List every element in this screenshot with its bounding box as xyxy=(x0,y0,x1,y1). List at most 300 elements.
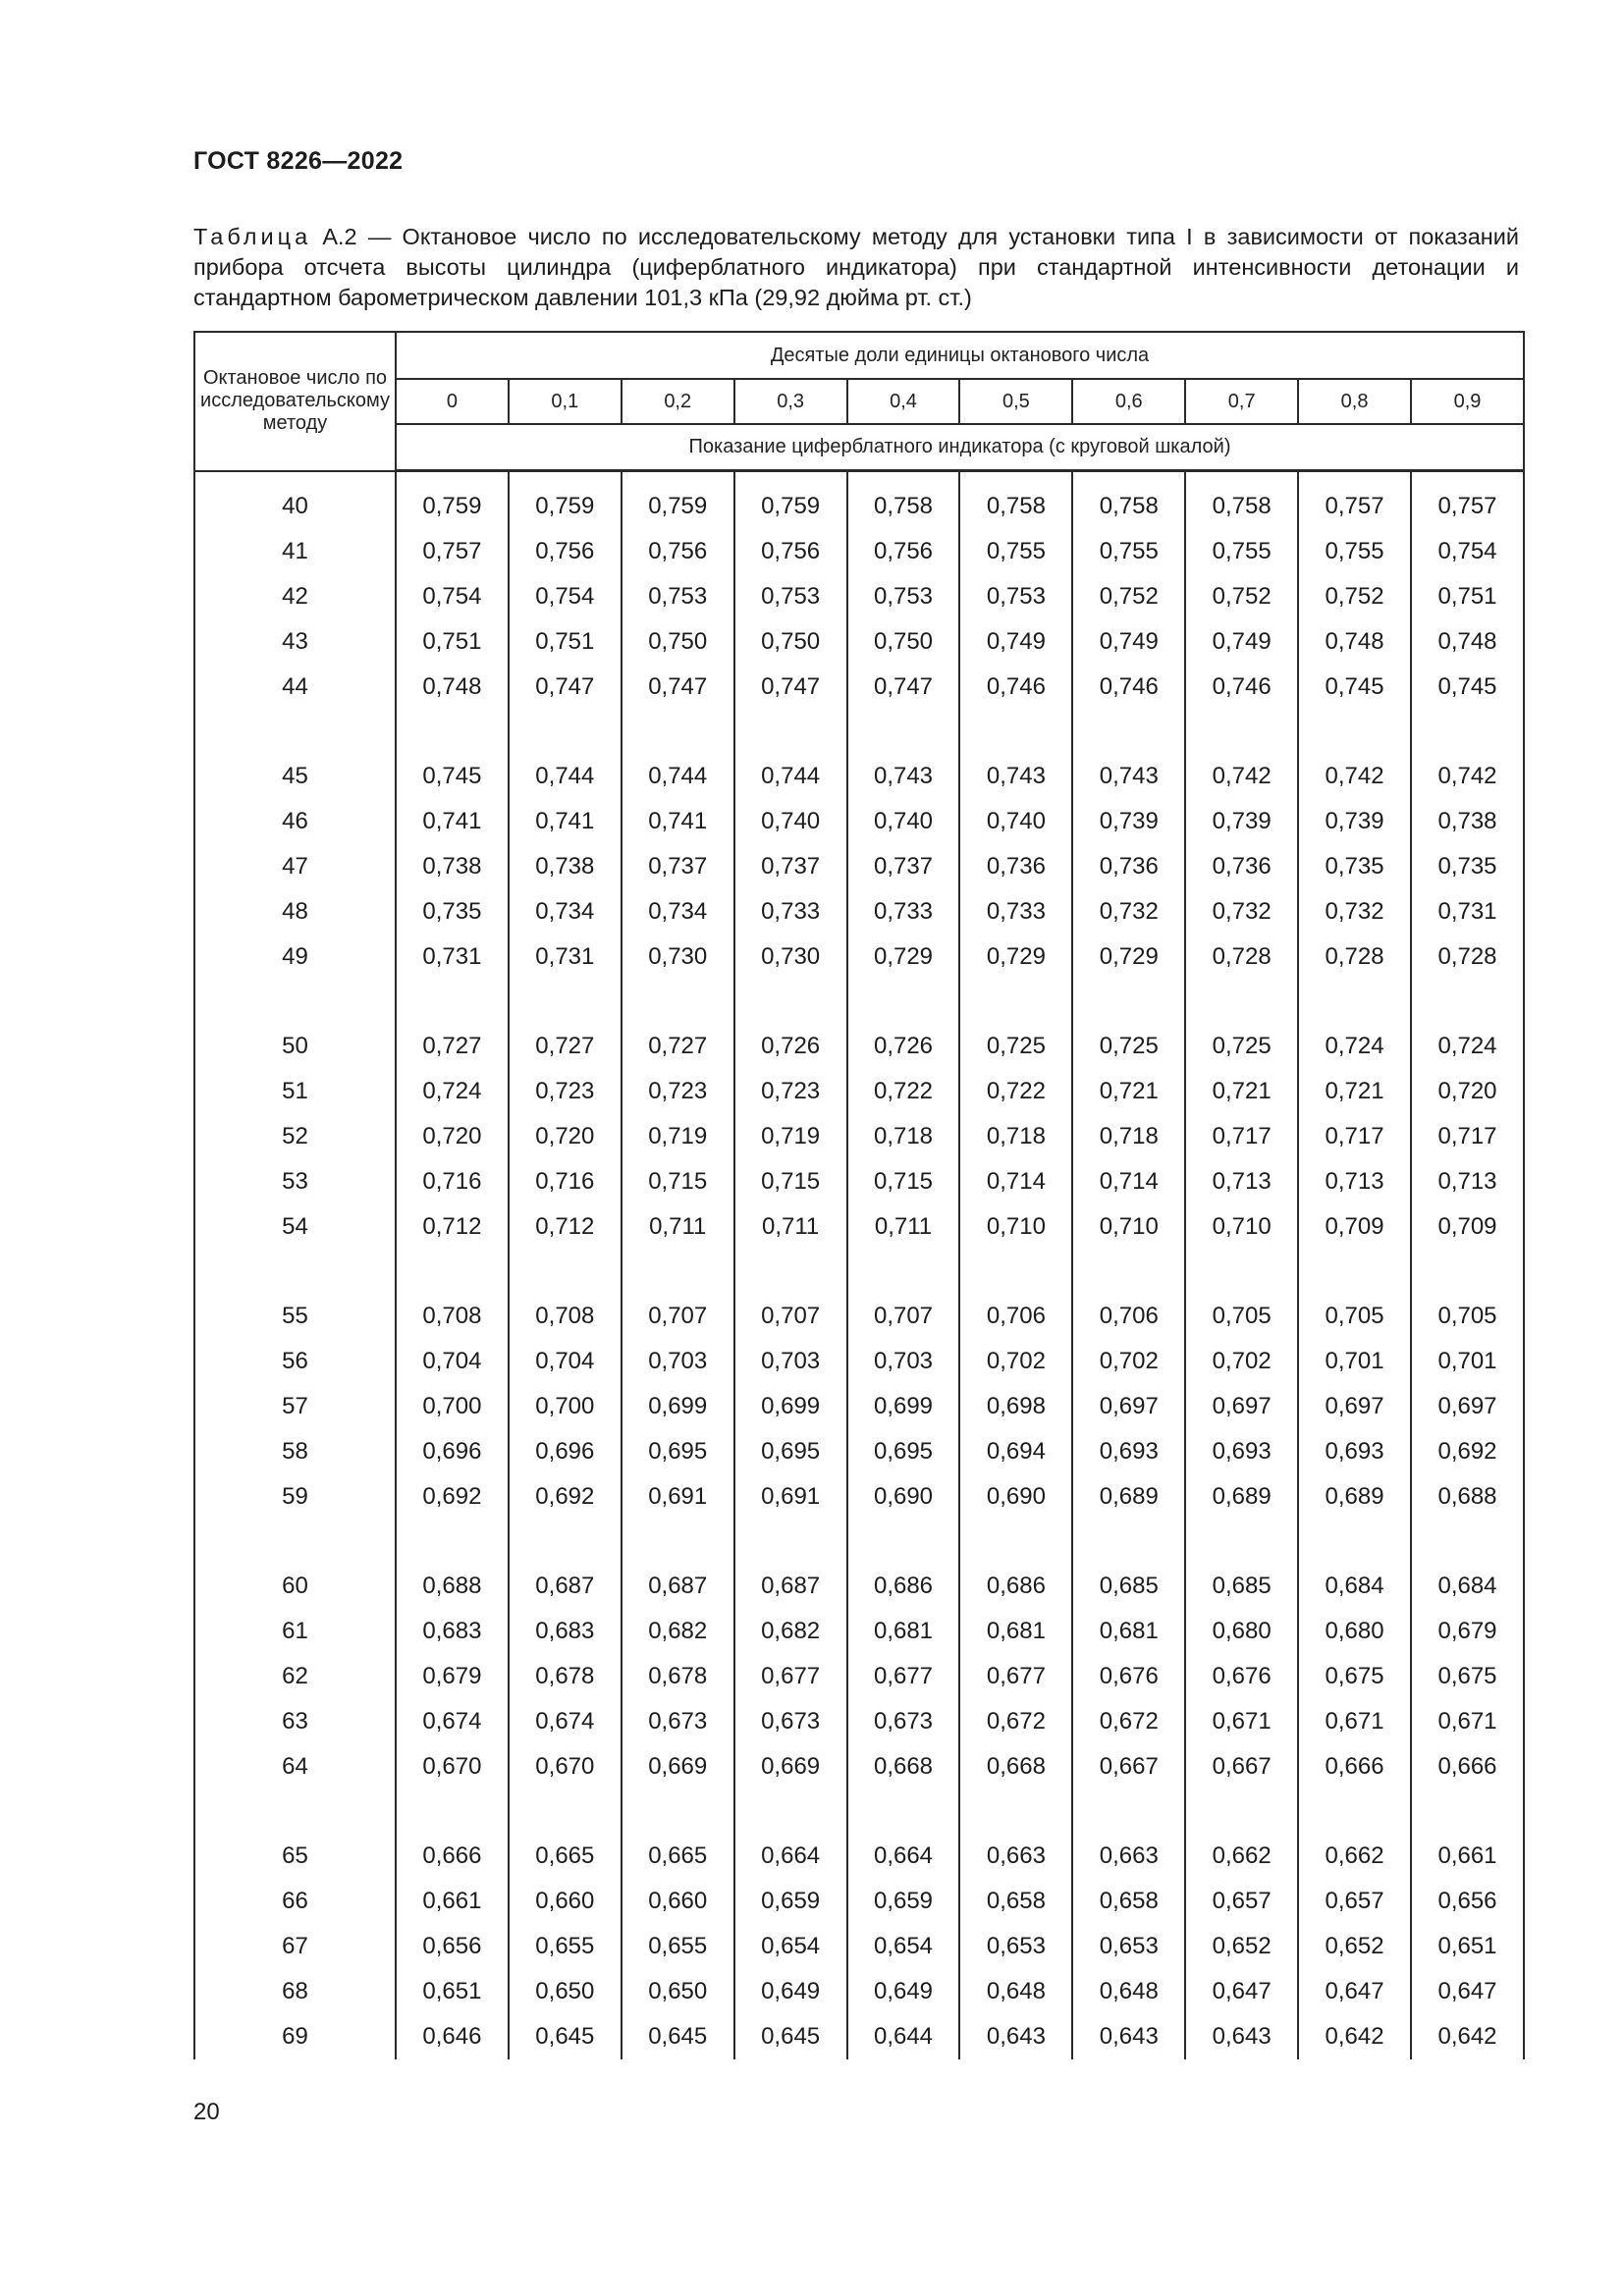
reading-cell: 0,709 xyxy=(1411,1204,1524,1250)
reading-cell: 0,652 xyxy=(1298,1924,1411,1969)
octane-cell: 40 xyxy=(194,471,396,530)
table-row xyxy=(194,1969,1524,2014)
reading-cell: 0,735 xyxy=(1298,844,1411,889)
reading-cell: 0,671 xyxy=(1298,1699,1411,1744)
reading-cell: 0,721 xyxy=(1298,1069,1411,1114)
reading-cell: 0,658 xyxy=(959,1879,1072,1924)
spacer-cell xyxy=(1298,710,1411,754)
reading-cell: 0,671 xyxy=(1411,1699,1524,1744)
reading-cell: 0,726 xyxy=(847,1024,960,1069)
reading-cell: 0,675 xyxy=(1411,1654,1524,1699)
table-row xyxy=(194,1339,1524,1384)
reading-cell: 0,724 xyxy=(396,1069,509,1114)
reading-cell: 0,748 xyxy=(1298,619,1411,665)
reading-cell: 0,697 xyxy=(1298,1384,1411,1429)
reading-cell: 0,712 xyxy=(396,1204,509,1250)
table-row xyxy=(194,754,1524,799)
reading-cell: 0,702 xyxy=(1185,1339,1298,1384)
reading-cell: 0,742 xyxy=(1298,754,1411,799)
reading-cell: 0,743 xyxy=(847,754,960,799)
reading-cell: 0,725 xyxy=(959,1024,1072,1069)
decimal-header: 0,9 xyxy=(1411,379,1524,424)
reading-cell: 0,708 xyxy=(509,1294,622,1339)
reading-cell: 0,717 xyxy=(1411,1114,1524,1159)
octane-cell: 67 xyxy=(194,1924,396,1969)
reading-cell: 0,740 xyxy=(734,799,847,844)
reading-cell: 0,666 xyxy=(1411,1744,1524,1789)
reading-cell: 0,728 xyxy=(1185,934,1298,980)
table-caption-text: А.2 — Октановое число по исследовательскому методу для установки типа I в зависимости от показаний прибора отсчета высоты цилиндра (циферблатного индикатора) при стандартной интенсивности детонации и стандартном барометрическом давлении 101,3 кПа (29,92 дюйма рт. ст.) xyxy=(193,224,1519,310)
reading-cell: 0,739 xyxy=(1298,799,1411,844)
decimal-header: 0,8 xyxy=(1298,379,1411,424)
spacer-cell xyxy=(1298,980,1411,1024)
reading-cell: 0,733 xyxy=(847,889,960,934)
reading-cell: 0,684 xyxy=(1298,1564,1411,1609)
reading-cell: 0,731 xyxy=(509,934,622,980)
reading-cell: 0,717 xyxy=(1298,1114,1411,1159)
reading-cell: 0,693 xyxy=(1298,1429,1411,1474)
reading-cell: 0,755 xyxy=(1298,529,1411,574)
reading-cell: 0,754 xyxy=(1411,529,1524,574)
spacer-cell xyxy=(622,1520,734,1564)
reading-cell: 0,721 xyxy=(1072,1069,1185,1114)
reading-cell: 0,670 xyxy=(509,1744,622,1789)
reading-cell: 0,647 xyxy=(1411,1969,1524,2014)
reading-cell: 0,744 xyxy=(622,754,734,799)
reading-cell: 0,697 xyxy=(1411,1384,1524,1429)
reading-cell: 0,742 xyxy=(1185,754,1298,799)
reading-cell: 0,735 xyxy=(1411,844,1524,889)
page-number: 20 xyxy=(193,2099,220,2125)
group-spacer xyxy=(194,1520,1524,1564)
reading-cell: 0,649 xyxy=(847,1969,960,2014)
table-row xyxy=(194,2014,1524,2059)
spacer-cell xyxy=(959,1250,1072,1294)
reading-cell: 0,751 xyxy=(509,619,622,665)
reading-cell: 0,710 xyxy=(1072,1204,1185,1250)
octane-cell: 54 xyxy=(194,1204,396,1250)
reading-cell: 0,714 xyxy=(1072,1159,1185,1204)
reading-cell: 0,728 xyxy=(1411,934,1524,980)
reading-cell: 0,710 xyxy=(1185,1204,1298,1250)
reading-cell: 0,739 xyxy=(1072,799,1185,844)
table-row xyxy=(194,1384,1524,1429)
reading-cell: 0,747 xyxy=(847,665,960,710)
reading-cell: 0,754 xyxy=(396,574,509,619)
reading-cell: 0,700 xyxy=(396,1384,509,1429)
reading-cell: 0,746 xyxy=(1072,665,1185,710)
spacer-cell xyxy=(194,980,396,1024)
reading-cell: 0,693 xyxy=(1185,1429,1298,1474)
reading-cell: 0,711 xyxy=(734,1204,847,1250)
reading-cell: 0,678 xyxy=(509,1654,622,1699)
reading-cell: 0,711 xyxy=(622,1204,734,1250)
group-spacer xyxy=(194,710,1524,754)
reading-cell: 0,754 xyxy=(509,574,622,619)
octane-cell: 47 xyxy=(194,844,396,889)
reading-cell: 0,750 xyxy=(734,619,847,665)
spacer-cell xyxy=(509,710,622,754)
reading-cell: 0,726 xyxy=(734,1024,847,1069)
reading-cell: 0,723 xyxy=(509,1069,622,1114)
spacer-cell xyxy=(734,1789,847,1834)
reading-cell: 0,658 xyxy=(1072,1879,1185,1924)
reading-cell: 0,753 xyxy=(622,574,734,619)
reading-cell: 0,744 xyxy=(734,754,847,799)
stub-header: Октановое число по исследовательскому методу xyxy=(194,332,396,471)
reading-cell: 0,722 xyxy=(847,1069,960,1114)
reading-cell: 0,651 xyxy=(396,1969,509,2014)
reading-cell: 0,673 xyxy=(847,1699,960,1744)
table-row xyxy=(194,1654,1524,1699)
reading-cell: 0,667 xyxy=(1185,1744,1298,1789)
reading-cell: 0,746 xyxy=(959,665,1072,710)
reading-cell: 0,747 xyxy=(622,665,734,710)
reading-cell: 0,737 xyxy=(734,844,847,889)
reading-cell: 0,673 xyxy=(622,1699,734,1744)
reading-cell: 0,704 xyxy=(396,1339,509,1384)
reading-cell: 0,668 xyxy=(847,1744,960,1789)
spacer-cell xyxy=(1411,710,1524,754)
reading-cell: 0,665 xyxy=(509,1834,622,1879)
reading-cell: 0,687 xyxy=(509,1564,622,1609)
reading-cell: 0,660 xyxy=(622,1879,734,1924)
reading-cell: 0,683 xyxy=(509,1609,622,1654)
reading-cell: 0,653 xyxy=(959,1924,1072,1969)
reading-cell: 0,646 xyxy=(396,2014,509,2059)
octane-cell: 41 xyxy=(194,529,396,574)
reading-cell: 0,719 xyxy=(734,1114,847,1159)
group-spacer xyxy=(194,1250,1524,1294)
table-row xyxy=(194,1834,1524,1879)
reading-cell: 0,692 xyxy=(396,1474,509,1520)
reading-cell: 0,727 xyxy=(622,1024,734,1069)
reading-cell: 0,756 xyxy=(847,529,960,574)
reading-cell: 0,716 xyxy=(396,1159,509,1204)
reading-cell: 0,732 xyxy=(1072,889,1185,934)
reading-cell: 0,660 xyxy=(509,1879,622,1924)
spacer-cell xyxy=(1072,1789,1185,1834)
reading-cell: 0,674 xyxy=(509,1699,622,1744)
reading-cell: 0,713 xyxy=(1298,1159,1411,1204)
group-header: Десятые доли единицы октанового числа xyxy=(396,332,1524,379)
reading-cell: 0,752 xyxy=(1298,574,1411,619)
reading-cell: 0,657 xyxy=(1185,1879,1298,1924)
spacer-cell xyxy=(622,980,734,1024)
reading-cell: 0,681 xyxy=(1072,1609,1185,1654)
reading-cell: 0,649 xyxy=(734,1969,847,2014)
reading-cell: 0,706 xyxy=(959,1294,1072,1339)
reading-cell: 0,705 xyxy=(1411,1294,1524,1339)
reading-cell: 0,741 xyxy=(622,799,734,844)
reading-cell: 0,655 xyxy=(509,1924,622,1969)
reading-cell: 0,669 xyxy=(622,1744,734,1789)
reading-cell: 0,748 xyxy=(396,665,509,710)
spacer-cell xyxy=(194,1520,396,1564)
table-row xyxy=(194,529,1524,574)
reading-cell: 0,752 xyxy=(1185,574,1298,619)
spacer-cell xyxy=(194,1789,396,1834)
reading-cell: 0,643 xyxy=(959,2014,1072,2059)
reading-cell: 0,692 xyxy=(509,1474,622,1520)
reading-cell: 0,680 xyxy=(1298,1609,1411,1654)
spacer-cell xyxy=(1298,1250,1411,1294)
reading-cell: 0,756 xyxy=(734,529,847,574)
reading-cell: 0,713 xyxy=(1185,1159,1298,1204)
spacer-cell xyxy=(1072,1250,1185,1294)
octane-cell: 68 xyxy=(194,1969,396,2014)
reading-cell: 0,645 xyxy=(509,2014,622,2059)
reading-cell: 0,687 xyxy=(734,1564,847,1609)
octane-cell: 46 xyxy=(194,799,396,844)
reading-cell: 0,739 xyxy=(1185,799,1298,844)
spacer-cell xyxy=(509,1520,622,1564)
spacer-cell xyxy=(1298,1520,1411,1564)
octane-cell: 50 xyxy=(194,1024,396,1069)
spacer-cell xyxy=(959,710,1072,754)
table-row xyxy=(194,934,1524,980)
reading-cell: 0,727 xyxy=(509,1024,622,1069)
spacer-cell xyxy=(396,710,509,754)
reading-cell: 0,699 xyxy=(847,1384,960,1429)
octane-cell: 51 xyxy=(194,1069,396,1114)
reading-cell: 0,643 xyxy=(1072,2014,1185,2059)
reading-cell: 0,657 xyxy=(1298,1879,1411,1924)
octane-cell: 61 xyxy=(194,1609,396,1654)
reading-cell: 0,713 xyxy=(1411,1159,1524,1204)
reading-cell: 0,688 xyxy=(1411,1474,1524,1520)
spacer-cell xyxy=(509,980,622,1024)
reading-cell: 0,709 xyxy=(1298,1204,1411,1250)
octane-cell: 59 xyxy=(194,1474,396,1520)
reading-cell: 0,721 xyxy=(1185,1069,1298,1114)
reading-cell: 0,734 xyxy=(509,889,622,934)
reading-cell: 0,752 xyxy=(1072,574,1185,619)
reading-cell: 0,672 xyxy=(1072,1699,1185,1744)
reading-cell: 0,675 xyxy=(1298,1654,1411,1699)
reading-cell: 0,757 xyxy=(1298,471,1411,530)
table-row xyxy=(194,471,1524,530)
reading-cell: 0,687 xyxy=(622,1564,734,1609)
reading-cell: 0,714 xyxy=(959,1159,1072,1204)
reading-cell: 0,681 xyxy=(959,1609,1072,1654)
reading-cell: 0,748 xyxy=(1411,619,1524,665)
reading-cell: 0,728 xyxy=(1298,934,1411,980)
reading-cell: 0,738 xyxy=(509,844,622,889)
reading-cell: 0,758 xyxy=(1185,471,1298,530)
reading-cell: 0,755 xyxy=(1072,529,1185,574)
reading-cell: 0,737 xyxy=(847,844,960,889)
spacer-cell xyxy=(734,1250,847,1294)
reading-cell: 0,650 xyxy=(622,1969,734,2014)
reading-cell: 0,720 xyxy=(1411,1069,1524,1114)
reading-cell: 0,736 xyxy=(1072,844,1185,889)
reading-cell: 0,654 xyxy=(734,1924,847,1969)
reading-cell: 0,682 xyxy=(622,1609,734,1654)
reading-cell: 0,702 xyxy=(1072,1339,1185,1384)
reading-cell: 0,705 xyxy=(1298,1294,1411,1339)
reading-cell: 0,689 xyxy=(1072,1474,1185,1520)
reading-cell: 0,656 xyxy=(1411,1879,1524,1924)
spacer-cell xyxy=(396,1250,509,1294)
spacer-cell xyxy=(1185,710,1298,754)
octane-cell: 49 xyxy=(194,934,396,980)
spacer-cell xyxy=(396,980,509,1024)
reading-cell: 0,747 xyxy=(734,665,847,710)
spacer-cell xyxy=(509,1789,622,1834)
spacer-cell xyxy=(1185,1520,1298,1564)
octane-cell: 69 xyxy=(194,2014,396,2059)
reading-cell: 0,652 xyxy=(1185,1924,1298,1969)
decimal-header: 0 xyxy=(396,379,509,424)
spacer-cell xyxy=(1072,710,1185,754)
reading-cell: 0,715 xyxy=(734,1159,847,1204)
reading-cell: 0,758 xyxy=(847,471,960,530)
reading-cell: 0,701 xyxy=(1411,1339,1524,1384)
reading-cell: 0,699 xyxy=(622,1384,734,1429)
reading-cell: 0,735 xyxy=(396,889,509,934)
spacer-cell xyxy=(1072,1520,1185,1564)
reading-cell: 0,648 xyxy=(1072,1969,1185,2014)
table-body xyxy=(194,471,1524,2060)
reading-cell: 0,718 xyxy=(959,1114,1072,1159)
reading-cell: 0,706 xyxy=(1072,1294,1185,1339)
spacer-cell xyxy=(396,1789,509,1834)
reading-cell: 0,703 xyxy=(734,1339,847,1384)
spacer-cell xyxy=(847,1250,960,1294)
reading-cell: 0,759 xyxy=(734,471,847,530)
decimal-header: 0,6 xyxy=(1072,379,1185,424)
reading-cell: 0,653 xyxy=(1072,1924,1185,1969)
reading-cell: 0,665 xyxy=(622,1834,734,1879)
reading-cell: 0,689 xyxy=(1185,1474,1298,1520)
table-row xyxy=(194,844,1524,889)
reading-cell: 0,751 xyxy=(396,619,509,665)
reading-cell: 0,698 xyxy=(959,1384,1072,1429)
spacer-cell xyxy=(847,980,960,1024)
reading-cell: 0,690 xyxy=(959,1474,1072,1520)
decimal-header: 0,3 xyxy=(734,379,847,424)
reading-cell: 0,741 xyxy=(396,799,509,844)
reading-header: Показание циферблатного индикатора (с круговой шкалой) xyxy=(396,424,1524,471)
reading-cell: 0,654 xyxy=(847,1924,960,1969)
reading-cell: 0,700 xyxy=(509,1384,622,1429)
table-row xyxy=(194,1474,1524,1520)
decimal-header: 0,7 xyxy=(1185,379,1298,424)
reading-cell: 0,659 xyxy=(847,1879,960,1924)
spacer-cell xyxy=(1411,1250,1524,1294)
document-header: ГОСТ 8226—2022 xyxy=(193,147,404,175)
reading-cell: 0,757 xyxy=(396,529,509,574)
reading-cell: 0,724 xyxy=(1298,1024,1411,1069)
spacer-cell xyxy=(622,1789,734,1834)
reading-cell: 0,699 xyxy=(734,1384,847,1429)
reading-cell: 0,695 xyxy=(847,1429,960,1474)
octane-cell: 62 xyxy=(194,1654,396,1699)
decimal-header: 0,4 xyxy=(847,379,960,424)
spacer-cell xyxy=(194,1250,396,1294)
reading-cell: 0,712 xyxy=(509,1204,622,1250)
reading-cell: 0,677 xyxy=(734,1654,847,1699)
reading-cell: 0,685 xyxy=(1072,1564,1185,1609)
reading-cell: 0,693 xyxy=(1072,1429,1185,1474)
table-row xyxy=(194,1699,1524,1744)
reading-cell: 0,673 xyxy=(734,1699,847,1744)
spacer-cell xyxy=(959,980,1072,1024)
reading-cell: 0,740 xyxy=(959,799,1072,844)
table-caption-label: Таблица xyxy=(193,224,312,249)
reading-cell: 0,715 xyxy=(847,1159,960,1204)
reading-cell: 0,663 xyxy=(1072,1834,1185,1879)
reading-cell: 0,685 xyxy=(1185,1564,1298,1609)
table-row xyxy=(194,1429,1524,1474)
reading-cell: 0,671 xyxy=(1185,1699,1298,1744)
reading-cell: 0,734 xyxy=(622,889,734,934)
spacer-cell xyxy=(1185,1250,1298,1294)
reading-cell: 0,688 xyxy=(396,1564,509,1609)
table-row xyxy=(194,889,1524,934)
reading-cell: 0,744 xyxy=(509,754,622,799)
reading-cell: 0,723 xyxy=(734,1069,847,1114)
reading-cell: 0,736 xyxy=(1185,844,1298,889)
octane-cell: 65 xyxy=(194,1834,396,1879)
reading-cell: 0,696 xyxy=(509,1429,622,1474)
table-row xyxy=(194,1879,1524,1924)
reading-cell: 0,703 xyxy=(847,1339,960,1384)
table-row xyxy=(194,1069,1524,1114)
spacer-cell xyxy=(959,1520,1072,1564)
reading-cell: 0,707 xyxy=(847,1294,960,1339)
spacer-cell xyxy=(622,710,734,754)
reading-cell: 0,758 xyxy=(1072,471,1185,530)
spacer-cell xyxy=(847,1789,960,1834)
table-row xyxy=(194,1564,1524,1609)
reading-cell: 0,738 xyxy=(1411,799,1524,844)
reading-cell: 0,682 xyxy=(734,1609,847,1654)
reading-cell: 0,655 xyxy=(622,1924,734,1969)
reading-cell: 0,643 xyxy=(1185,2014,1298,2059)
reading-cell: 0,672 xyxy=(959,1699,1072,1744)
reading-cell: 0,747 xyxy=(509,665,622,710)
reading-cell: 0,759 xyxy=(396,471,509,530)
octane-cell: 64 xyxy=(194,1744,396,1789)
table-row xyxy=(194,1294,1524,1339)
reading-cell: 0,719 xyxy=(622,1114,734,1159)
reading-cell: 0,686 xyxy=(847,1564,960,1609)
spacer-cell xyxy=(194,710,396,754)
reading-cell: 0,722 xyxy=(959,1069,1072,1114)
table-row xyxy=(194,1159,1524,1204)
reading-cell: 0,759 xyxy=(622,471,734,530)
reading-cell: 0,717 xyxy=(1185,1114,1298,1159)
reading-cell: 0,662 xyxy=(1185,1834,1298,1879)
reading-cell: 0,751 xyxy=(1411,574,1524,619)
reading-cell: 0,745 xyxy=(396,754,509,799)
table-row xyxy=(194,665,1524,710)
spacer-cell xyxy=(509,1250,622,1294)
reading-cell: 0,716 xyxy=(509,1159,622,1204)
reading-cell: 0,645 xyxy=(622,2014,734,2059)
reading-cell: 0,729 xyxy=(847,934,960,980)
spacer-cell xyxy=(1072,980,1185,1024)
reading-cell: 0,741 xyxy=(509,799,622,844)
reading-cell: 0,681 xyxy=(847,1609,960,1654)
reading-cell: 0,670 xyxy=(396,1744,509,1789)
reading-cell: 0,696 xyxy=(396,1429,509,1474)
table-row xyxy=(194,619,1524,665)
octane-cell: 58 xyxy=(194,1429,396,1474)
octane-cell: 66 xyxy=(194,1879,396,1924)
